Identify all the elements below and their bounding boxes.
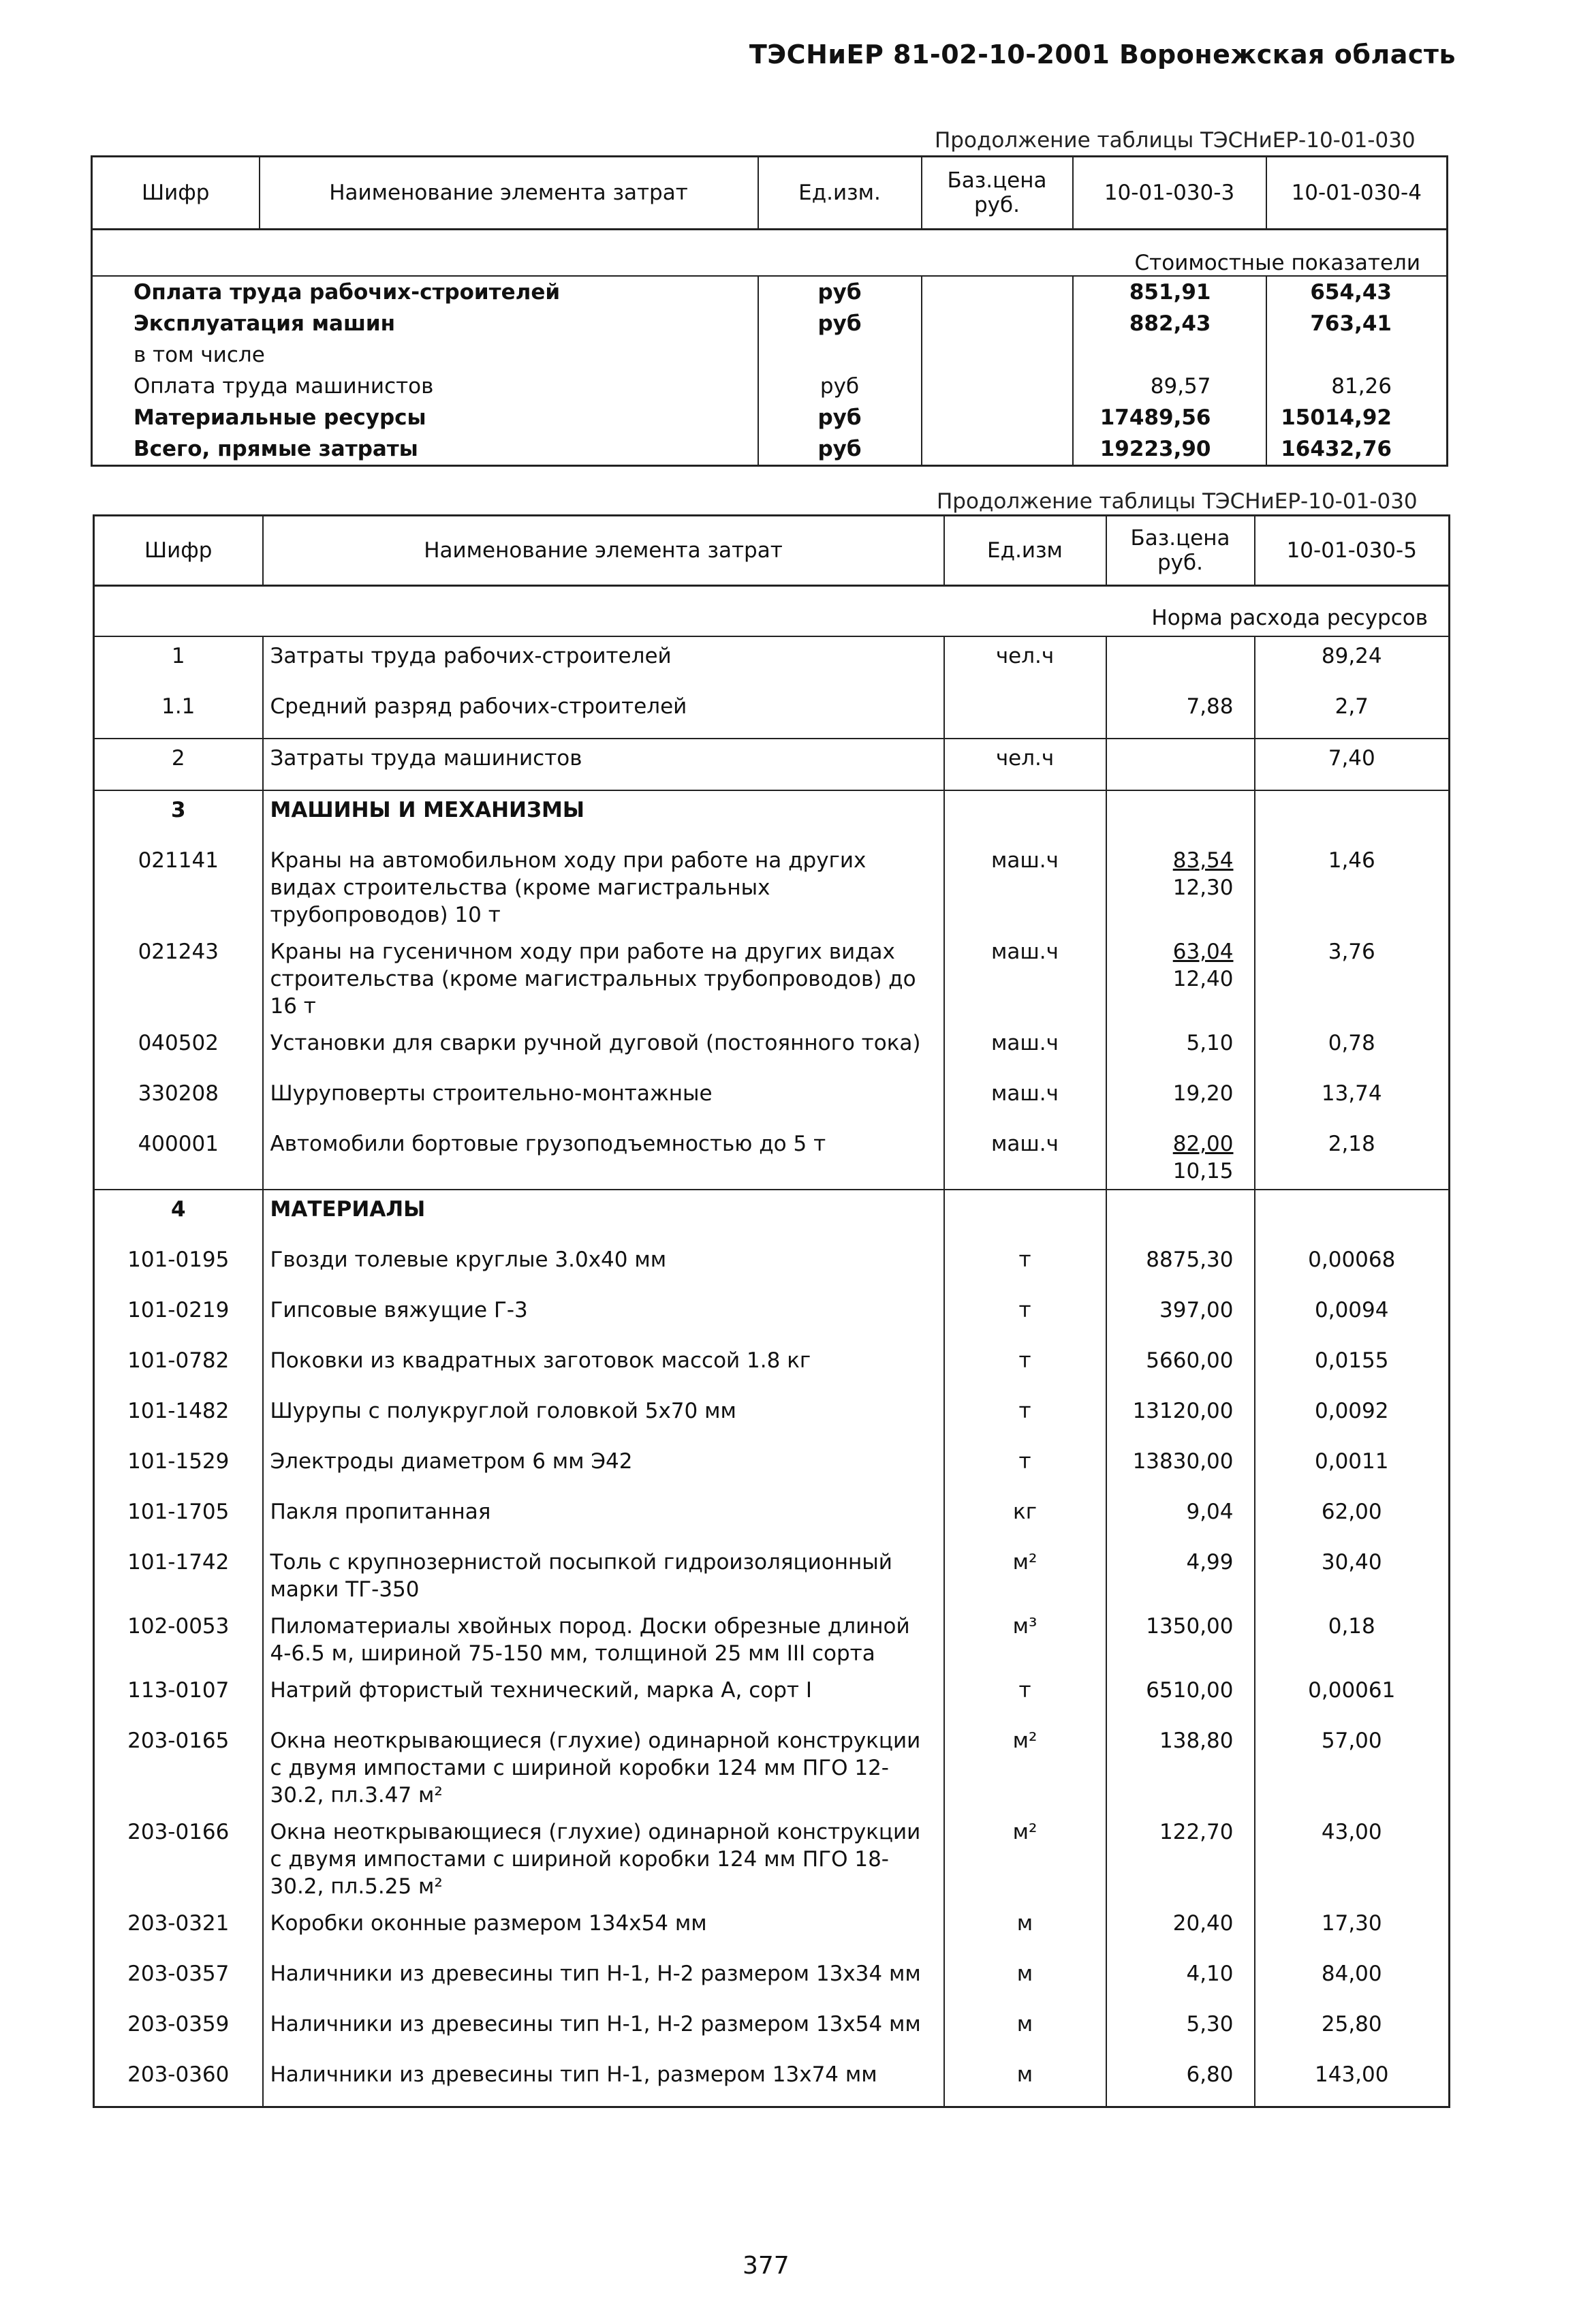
table-row (92, 308, 1448, 339)
row-unit: т (944, 1241, 1106, 1291)
row-base-price (922, 339, 1073, 371)
row-base-price: 6510,00 (1106, 1671, 1255, 1722)
row-unit: м (944, 1955, 1106, 2005)
row-code: 101-0219 (127, 1298, 230, 1322)
table-row (94, 841, 1450, 933)
row-qty: 0,0092 (1255, 1392, 1450, 1442)
row-qty: 143,00 (1255, 2056, 1450, 2107)
table-row (94, 1722, 1450, 1813)
table-row (94, 2056, 1450, 2107)
t1-col-rate-3: 10-01-030-3 (1073, 157, 1266, 230)
row-base-price: 5,10 (1106, 1024, 1255, 1074)
table-row (94, 1904, 1450, 1955)
t1-col-name: Наименование элемента затрат (260, 157, 758, 230)
row-qty: 2,18 (1255, 1125, 1450, 1190)
table-row (94, 1607, 1450, 1671)
row-unit: маш.ч (944, 1125, 1106, 1190)
row-unit: руб (758, 308, 922, 339)
row-value-3 (1073, 339, 1266, 371)
row-base-price: 5660,00 (1106, 1342, 1255, 1392)
row-name: Краны на автомобильном ходу при работе на других видах строительства (кроме магистральных трубопроводов) 10 т (263, 841, 944, 933)
row-base-price (1106, 739, 1255, 790)
row-name: Средний разряд рабочих-строителей (263, 687, 944, 739)
row-qty: 84,00 (1255, 1955, 1450, 2005)
table-row (94, 1024, 1450, 1074)
row-code: 203-0165 (127, 1729, 230, 1753)
row-base-price: 8875,30 (1106, 1241, 1255, 1291)
row-unit: м (944, 2056, 1106, 2107)
row-base-price (922, 402, 1073, 433)
row-name: Окна неоткрывающиеся (глухие) одинарной конструкции с двумя импостами с шириной коробки 124 мм ПГО 18-30.2, пл.5.25 м² (263, 1813, 944, 1904)
table-row (94, 1543, 1450, 1607)
row-name: Шурупы с полукруглой головкой 5х70 мм (263, 1392, 944, 1442)
t1-subheader-spacer (92, 230, 1073, 277)
table-row (94, 1190, 1450, 1241)
row-qty: 0,18 (1255, 1607, 1450, 1671)
row-unit: руб (758, 371, 922, 402)
row-qty: 7,40 (1255, 739, 1450, 790)
row-unit: маш.ч (944, 1074, 1106, 1125)
row-price-wage: 12,30 (1172, 876, 1234, 900)
table-row (94, 1671, 1450, 1722)
row-name: Толь с крупнозернистой посыпкой гидроизоляционный марки ТГ-350 (263, 1543, 944, 1607)
row-code: 203-0321 (127, 1911, 230, 1936)
row-name: Наличники из древесины тип Н-1, Н-2 размером 13х54 мм (263, 2005, 944, 2056)
row-code: 1 (171, 644, 185, 668)
row-qty: 17,30 (1255, 1904, 1450, 1955)
row-qty (1255, 1190, 1450, 1241)
row-unit: руб (758, 433, 922, 466)
row-qty: 0,0094 (1255, 1291, 1450, 1342)
table-row (94, 1955, 1450, 2005)
table-row (94, 1241, 1450, 1291)
row-base-price (1106, 841, 1255, 933)
table2-caption: Продолжение таблицы ТЭСНиЕР-10-01-030 (937, 489, 1418, 514)
row-unit: т (944, 1342, 1106, 1392)
row-value-4: 763,41 (1266, 308, 1448, 339)
row-base-price (1106, 933, 1255, 1024)
row-name: в том числе (134, 343, 265, 367)
row-code: 101-1529 (127, 1449, 230, 1474)
row-unit: маш.ч (944, 841, 1106, 933)
row-code: 101-1742 (127, 1550, 230, 1575)
row-qty: 25,80 (1255, 2005, 1450, 2056)
row-qty: 13,74 (1255, 1074, 1450, 1125)
table-row (94, 933, 1450, 1024)
row-code: 203-0359 (127, 2012, 230, 2036)
row-value-4: 81,26 (1266, 371, 1448, 402)
row-name: Установки для сварки ручной дуговой (постоянного тока) (263, 1024, 944, 1074)
table-row (94, 1442, 1450, 1493)
row-base-price: 1350,00 (1106, 1607, 1255, 1671)
row-qty: 30,40 (1255, 1543, 1450, 1607)
table-row (94, 739, 1450, 790)
row-name: Материальные ресурсы (134, 405, 426, 430)
row-qty: 1,46 (1255, 841, 1450, 933)
row-price-total: 82,00 (1172, 1132, 1234, 1156)
row-name: Краны на гусеничном ходу при работе на других видах строительства (кроме магистральных трубопроводов) до 16 т (263, 933, 944, 1024)
row-base-price (922, 433, 1073, 466)
row-value-3: 851,91 (1073, 276, 1266, 308)
row-price-wage: 12,40 (1172, 967, 1234, 991)
row-name: Гипсовые вяжущие Г-3 (263, 1291, 944, 1342)
t2-col-name: Наименование элемента затрат (263, 516, 944, 586)
table-row (94, 1125, 1450, 1190)
row-qty: 0,00061 (1255, 1671, 1450, 1722)
row-name: Оплата труда машинистов (134, 374, 434, 399)
row-unit: м² (944, 1722, 1106, 1813)
row-unit: руб (758, 276, 922, 308)
row-unit (944, 790, 1106, 841)
row-qty: 57,00 (1255, 1722, 1450, 1813)
row-unit: руб (758, 402, 922, 433)
row-base-price (1106, 1190, 1255, 1241)
row-base-price: 13830,00 (1106, 1442, 1255, 1493)
row-code: 040502 (138, 1031, 219, 1055)
row-unit: чел.ч (944, 739, 1106, 790)
row-qty: 0,78 (1255, 1024, 1450, 1074)
row-base-price: 7,88 (1106, 687, 1255, 739)
row-value-3: 89,57 (1073, 371, 1266, 402)
row-name: Пиломатериалы хвойных пород. Доски обрезные длиной 4-6.5 м, шириной 75-150 мм, толщиной 25 мм III сорта (263, 1607, 944, 1671)
table-row (94, 1813, 1450, 1904)
row-name: Автомобили бортовые грузоподъемностью до 5 т (263, 1125, 944, 1190)
table-row (92, 276, 1448, 308)
row-base-price: 6,80 (1106, 2056, 1255, 2107)
row-name: Натрий фтористый технический, марка А, сорт I (263, 1671, 944, 1722)
row-name: Эксплуатация машин (134, 311, 396, 336)
table-row (94, 636, 1450, 687)
row-value-4: 654,43 (1266, 276, 1448, 308)
row-name: Наличники из древесины тип Н-1, Н-2 размером 13х34 мм (263, 1955, 944, 2005)
row-value-4 (1266, 339, 1448, 371)
row-code: 203-0357 (127, 1962, 230, 1986)
row-price-wage: 10,15 (1172, 1159, 1234, 1183)
table-row (94, 1342, 1450, 1392)
row-price-total: 63,04 (1172, 940, 1234, 964)
row-unit: маш.ч (944, 933, 1106, 1024)
row-name: Шуруповерты строительно-монтажные (263, 1074, 944, 1125)
row-value-4: 16432,76 (1266, 433, 1448, 466)
row-qty: 0,0155 (1255, 1342, 1450, 1392)
row-base-price (922, 308, 1073, 339)
row-base-price: 13120,00 (1106, 1392, 1255, 1442)
row-name: МАШИНЫ И МЕХАНИЗМЫ (263, 790, 944, 841)
row-code: 203-0166 (127, 1820, 230, 1844)
table-row (94, 1392, 1450, 1442)
t2-col-code: Шифр (94, 516, 263, 586)
row-name: МАТЕРИАЛЫ (263, 1190, 944, 1241)
row-code: 3 (94, 790, 263, 841)
row-name: Коробки оконные размером 134х54 мм (263, 1904, 944, 1955)
t1-subheader: Стоимостные показатели (1073, 230, 1448, 277)
table-row (92, 371, 1448, 402)
row-qty: 0,00068 (1255, 1241, 1450, 1291)
row-base-price: 9,04 (1106, 1493, 1255, 1543)
row-base-price (922, 276, 1073, 308)
t2-subheader-spacer (94, 586, 1106, 637)
row-code: 4 (94, 1190, 263, 1241)
row-qty: 43,00 (1255, 1813, 1450, 1904)
row-code: 101-0782 (127, 1348, 230, 1373)
row-qty: 2,7 (1255, 687, 1450, 739)
cost-table (91, 155, 1448, 467)
row-base-price: 397,00 (1106, 1291, 1255, 1342)
t1-col-base-price: Баз.цена руб. (922, 157, 1073, 230)
row-unit: кг (944, 1493, 1106, 1543)
row-name: Электроды диаметром 6 мм Э42 (263, 1442, 944, 1493)
row-name: Затраты труда машинистов (263, 739, 944, 790)
row-base-price: 138,80 (1106, 1722, 1255, 1813)
row-value-3: 17489,56 (1073, 402, 1266, 433)
row-code: 203-0360 (127, 2062, 230, 2087)
table-row (94, 2005, 1450, 2056)
row-unit (758, 339, 922, 371)
t2-col-rate-5: 10-01-030-5 (1255, 516, 1450, 586)
row-base-price: 4,99 (1106, 1543, 1255, 1607)
row-unit: маш.ч (944, 1024, 1106, 1074)
row-code: 021141 (138, 848, 219, 873)
row-code: 021243 (138, 940, 219, 964)
row-unit: т (944, 1392, 1106, 1442)
row-name: Оплата труда рабочих-строителей (134, 280, 561, 305)
row-unit: м² (944, 1813, 1106, 1904)
table-row (92, 402, 1448, 433)
row-code: 1.1 (161, 694, 196, 719)
row-base-price: 5,30 (1106, 2005, 1255, 2056)
row-code: 400001 (138, 1132, 219, 1156)
row-name: Затраты труда рабочих-строителей (263, 636, 944, 687)
row-base-price (1106, 790, 1255, 841)
row-unit: м² (944, 1543, 1106, 1607)
row-name: Всего, прямые затраты (134, 437, 418, 461)
row-base-price (922, 371, 1073, 402)
t2-subheader: Норма расхода ресурсов (1106, 586, 1450, 637)
row-base-price: 20,40 (1106, 1904, 1255, 1955)
table-row (92, 339, 1448, 371)
t1-col-code: Шифр (92, 157, 260, 230)
row-name: Пакля пропитанная (263, 1493, 944, 1543)
row-qty: 89,24 (1255, 636, 1450, 687)
row-name: Поковки из квадратных заготовок массой 1.8 кг (263, 1342, 944, 1392)
row-code: 101-1482 (127, 1399, 230, 1423)
row-unit: м³ (944, 1607, 1106, 1671)
row-unit: т (944, 1442, 1106, 1493)
row-name: Гвозди толевые круглые 3.0х40 мм (263, 1241, 944, 1291)
t1-col-unit: Ед.изм. (758, 157, 922, 230)
table-row (94, 1493, 1450, 1543)
row-unit: чел.ч (944, 636, 1106, 687)
row-name: Наличники из древесины тип Н-1, размером 13х74 мм (263, 2056, 944, 2107)
row-value-3: 19223,90 (1073, 433, 1266, 466)
row-code: 113-0107 (127, 1678, 230, 1703)
row-base-price: 122,70 (1106, 1813, 1255, 1904)
row-base-price: 19,20 (1106, 1074, 1255, 1125)
t1-col-rate-4: 10-01-030-4 (1266, 157, 1448, 230)
table1-caption: Продолжение таблицы ТЭСНиЕР-10-01-030 (935, 128, 1416, 153)
row-value-4: 15014,92 (1266, 402, 1448, 433)
t2-col-unit: Ед.изм (944, 516, 1106, 586)
table-row (94, 1291, 1450, 1342)
row-code: 102-0053 (127, 1614, 230, 1639)
row-value-3: 882,43 (1073, 308, 1266, 339)
table-row (92, 433, 1448, 466)
row-base-price (1106, 1125, 1255, 1190)
row-name: Окна неоткрывающиеся (глухие) одинарной конструкции с двумя импостами с шириной коробки 124 мм ПГО 12-30.2, пл.3.47 м² (263, 1722, 944, 1813)
row-qty: 0,0011 (1255, 1442, 1450, 1493)
table-row (94, 790, 1450, 841)
row-code: 330208 (138, 1081, 219, 1106)
row-qty (1255, 790, 1450, 841)
row-code: 2 (94, 739, 263, 790)
row-code: 101-1705 (127, 1500, 230, 1524)
row-unit: т (944, 1291, 1106, 1342)
t2-col-base-price: Баз.цена руб. (1106, 516, 1255, 586)
row-unit: м (944, 1904, 1106, 1955)
table-row (94, 1074, 1450, 1125)
row-qty: 3,76 (1255, 933, 1450, 1024)
resource-table (93, 514, 1450, 2108)
row-unit: м (944, 2005, 1106, 2056)
page-title: ТЭСНиЕР 81-02-10-2001 Воронежская область (749, 40, 1456, 69)
row-qty: 62,00 (1255, 1493, 1450, 1543)
row-base-price: 4,10 (1106, 1955, 1255, 2005)
row-code: 101-0195 (127, 1248, 230, 1272)
table-row (94, 687, 1450, 739)
row-base-price (1106, 636, 1255, 687)
page-number: 377 (743, 2252, 790, 2280)
row-unit (944, 687, 1106, 739)
row-unit: т (944, 1671, 1106, 1722)
row-price-total: 83,54 (1172, 848, 1234, 873)
row-unit (944, 1190, 1106, 1241)
